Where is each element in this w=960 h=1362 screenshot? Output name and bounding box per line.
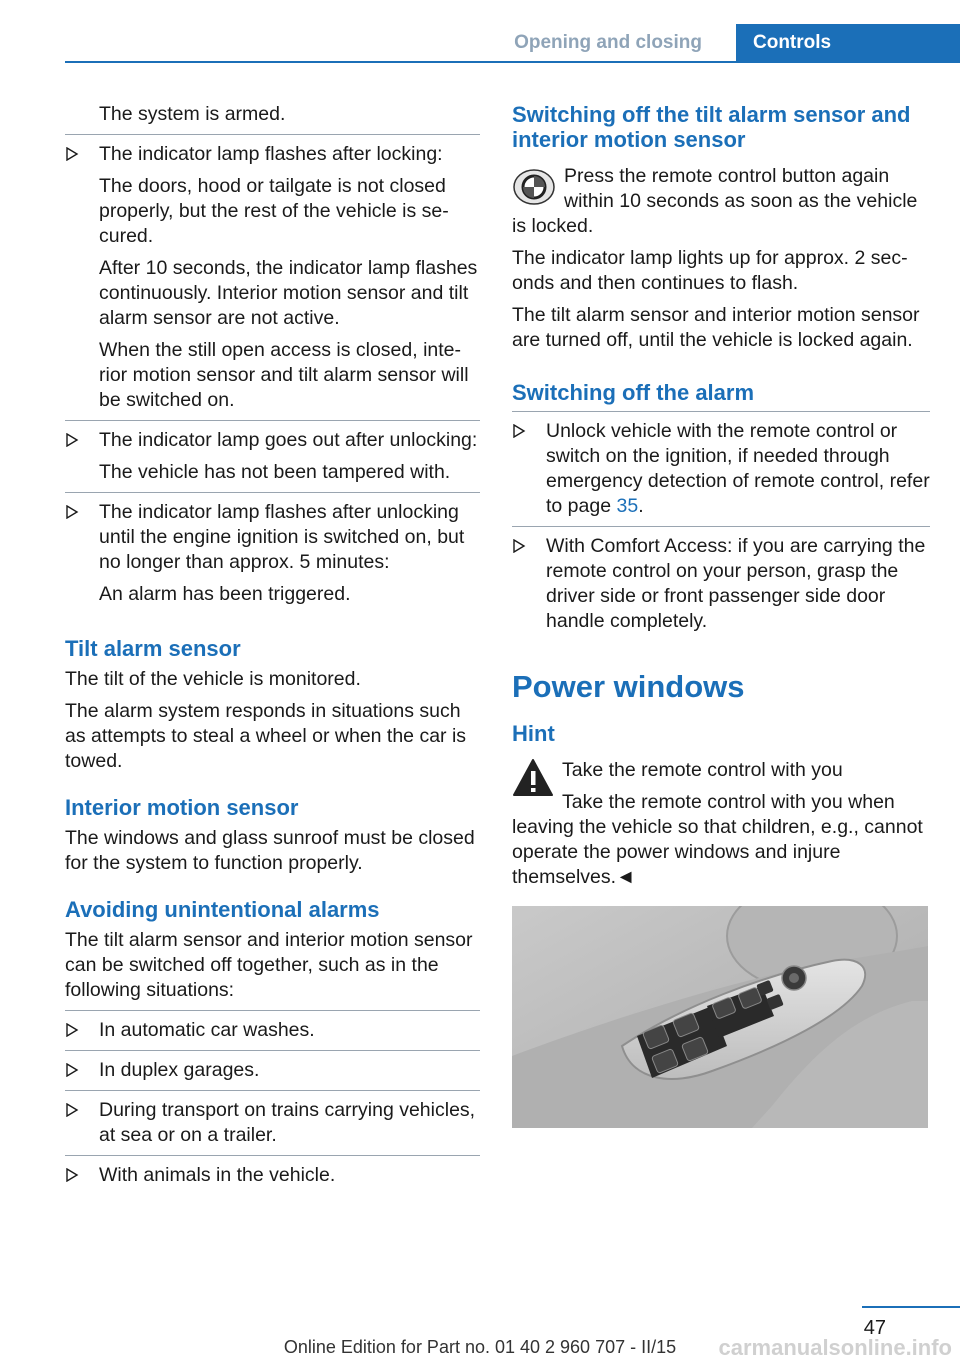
paragraph: The vehicle has not been tampered with. (99, 461, 451, 483)
triangle-bullet-icon (65, 505, 79, 519)
list-separator (512, 411, 930, 412)
triangle-bullet-icon (65, 1023, 79, 1037)
warning-title: Take the remote control with you (562, 759, 843, 781)
triangle-bullet-icon (65, 1063, 79, 1077)
heading-interior-motion-sensor: Interior motion sensor (65, 795, 299, 820)
left-column (65, 102, 480, 1195)
triangle-bullet-icon (65, 1168, 79, 1182)
triangle-bullet-icon (512, 424, 526, 438)
list-item-title: The indicator lamp flashes after unlocking until the engine ignition is switched on, but no longer than approx. 5 minutes: (99, 501, 465, 573)
power-window-switches-illustration (512, 906, 928, 1128)
heading-power-windows: Power windows (512, 669, 745, 704)
triangle-bullet-icon (65, 1103, 79, 1117)
list-item-text: With animals in the vehicle. (99, 1164, 336, 1186)
header-rule (65, 61, 960, 63)
page-reference-link[interactable]: 35 (616, 495, 639, 517)
paragraph: The tilt alarm sensor and interior motion sensor can be switched off together, such as in the following situations: (65, 929, 473, 1001)
list-separator (65, 1010, 480, 1011)
paragraph: The system is armed. (99, 103, 286, 125)
warning-triangle-icon (512, 758, 554, 798)
list-item-text: With Comfort Access: if you are carrying the remote control on your person, grasp the driver side or front passenger side door handle completely. (546, 535, 926, 632)
list-separator (65, 420, 480, 421)
list-item (65, 428, 480, 453)
list-item-end: . (638, 495, 644, 517)
list-item-text: In duplex garages. (99, 1059, 260, 1081)
list-separator (65, 1090, 480, 1091)
paragraph: Press the remote control button again within 10 seconds as soon as the vehicle is locked. (512, 165, 918, 237)
heading-avoiding-alarms: Avoiding unintentional alarms (65, 897, 380, 922)
list-item-text: During transport on trains carrying vehicles, at sea or on a trailer. (99, 1099, 476, 1146)
triangle-bullet-icon (512, 539, 526, 553)
list-item (512, 534, 930, 634)
list-item (65, 1018, 480, 1043)
list-item-text (546, 419, 930, 519)
list-item (512, 419, 930, 519)
list-item-text: In automatic car washes. (99, 1019, 315, 1041)
triangle-bullet-icon (65, 433, 79, 447)
paragraph: The alarm system responds in situations such as attempts to steal a wheel or when the car is towed. (65, 700, 467, 772)
edition-note: Online Edition for Part no. 01 40 2 960 707 - II/15 (283, 1337, 677, 1357)
paragraph: The windows and glass sunroof must be closed for the system to function properly. (65, 827, 475, 874)
paragraph: The tilt of the vehicle is monitored. (65, 668, 361, 690)
list-separator (65, 492, 480, 493)
list-item (65, 500, 480, 575)
list-separator (65, 134, 480, 135)
list-item-title: The indicator lamp flashes after locking: (99, 143, 443, 165)
list-separator (65, 1155, 480, 1156)
paragraph: The tilt alarm sensor and interior motion sensor are turned off, until the vehicle is locked again. (512, 304, 920, 351)
remote-key-button-icon (512, 164, 556, 208)
paragraph: After 10 seconds, the indicator lamp flashes continuously. Interior motion sensor and tilt alarm sensor are not active. (99, 257, 478, 329)
triangle-bullet-icon (65, 147, 79, 161)
list-item-title: The indicator lamp goes out after unlocking: (99, 429, 478, 451)
heading-tilt-alarm-sensor: Tilt alarm sensor (65, 636, 241, 661)
paragraph: The doors, hood or tailgate is not closed properly, but the rest of the vehicle is secured. (99, 175, 449, 247)
heading-switch-off-alarm: Switching off the alarm (512, 380, 755, 405)
remote-button-note (512, 164, 930, 239)
heading-switch-off-sensors: Switching off the tilt alarm sensor and interior motion sensor (512, 102, 911, 152)
heading-hint: Hint (512, 721, 555, 746)
paragraph: When the still open access is closed, interior motion sensor and tilt alarm sensor will be switched on. (99, 339, 469, 411)
list-item (65, 1098, 480, 1148)
page-header (0, 24, 960, 62)
list-separator (512, 526, 930, 527)
right-column (512, 102, 930, 1128)
list-item-body: Unlock vehicle with the remote control or switch on the ignition, if needed through emergency detection of remote control, refer to page (546, 420, 930, 517)
watermark: carmanualsonline.info (718, 1335, 952, 1360)
footer-rule (862, 1306, 960, 1308)
warning-text: Take the remote control with you when leaving the vehicle so that children, e.g., cannot operate the power windows and injure themselves.◄ (512, 791, 923, 888)
list-item (65, 1163, 480, 1188)
page-number: 47 (863, 1317, 886, 1339)
chapter-tab: Controls (736, 24, 960, 61)
list-separator (65, 1050, 480, 1051)
section-title: Opening and closing (514, 32, 702, 53)
warning-note (512, 758, 930, 890)
paragraph: The indicator lamp lights up for approx. 2 seconds and then continues to flash. (512, 247, 908, 294)
list-item (65, 1058, 480, 1083)
paragraph: An alarm has been triggered. (99, 583, 351, 605)
list-item (65, 142, 480, 167)
